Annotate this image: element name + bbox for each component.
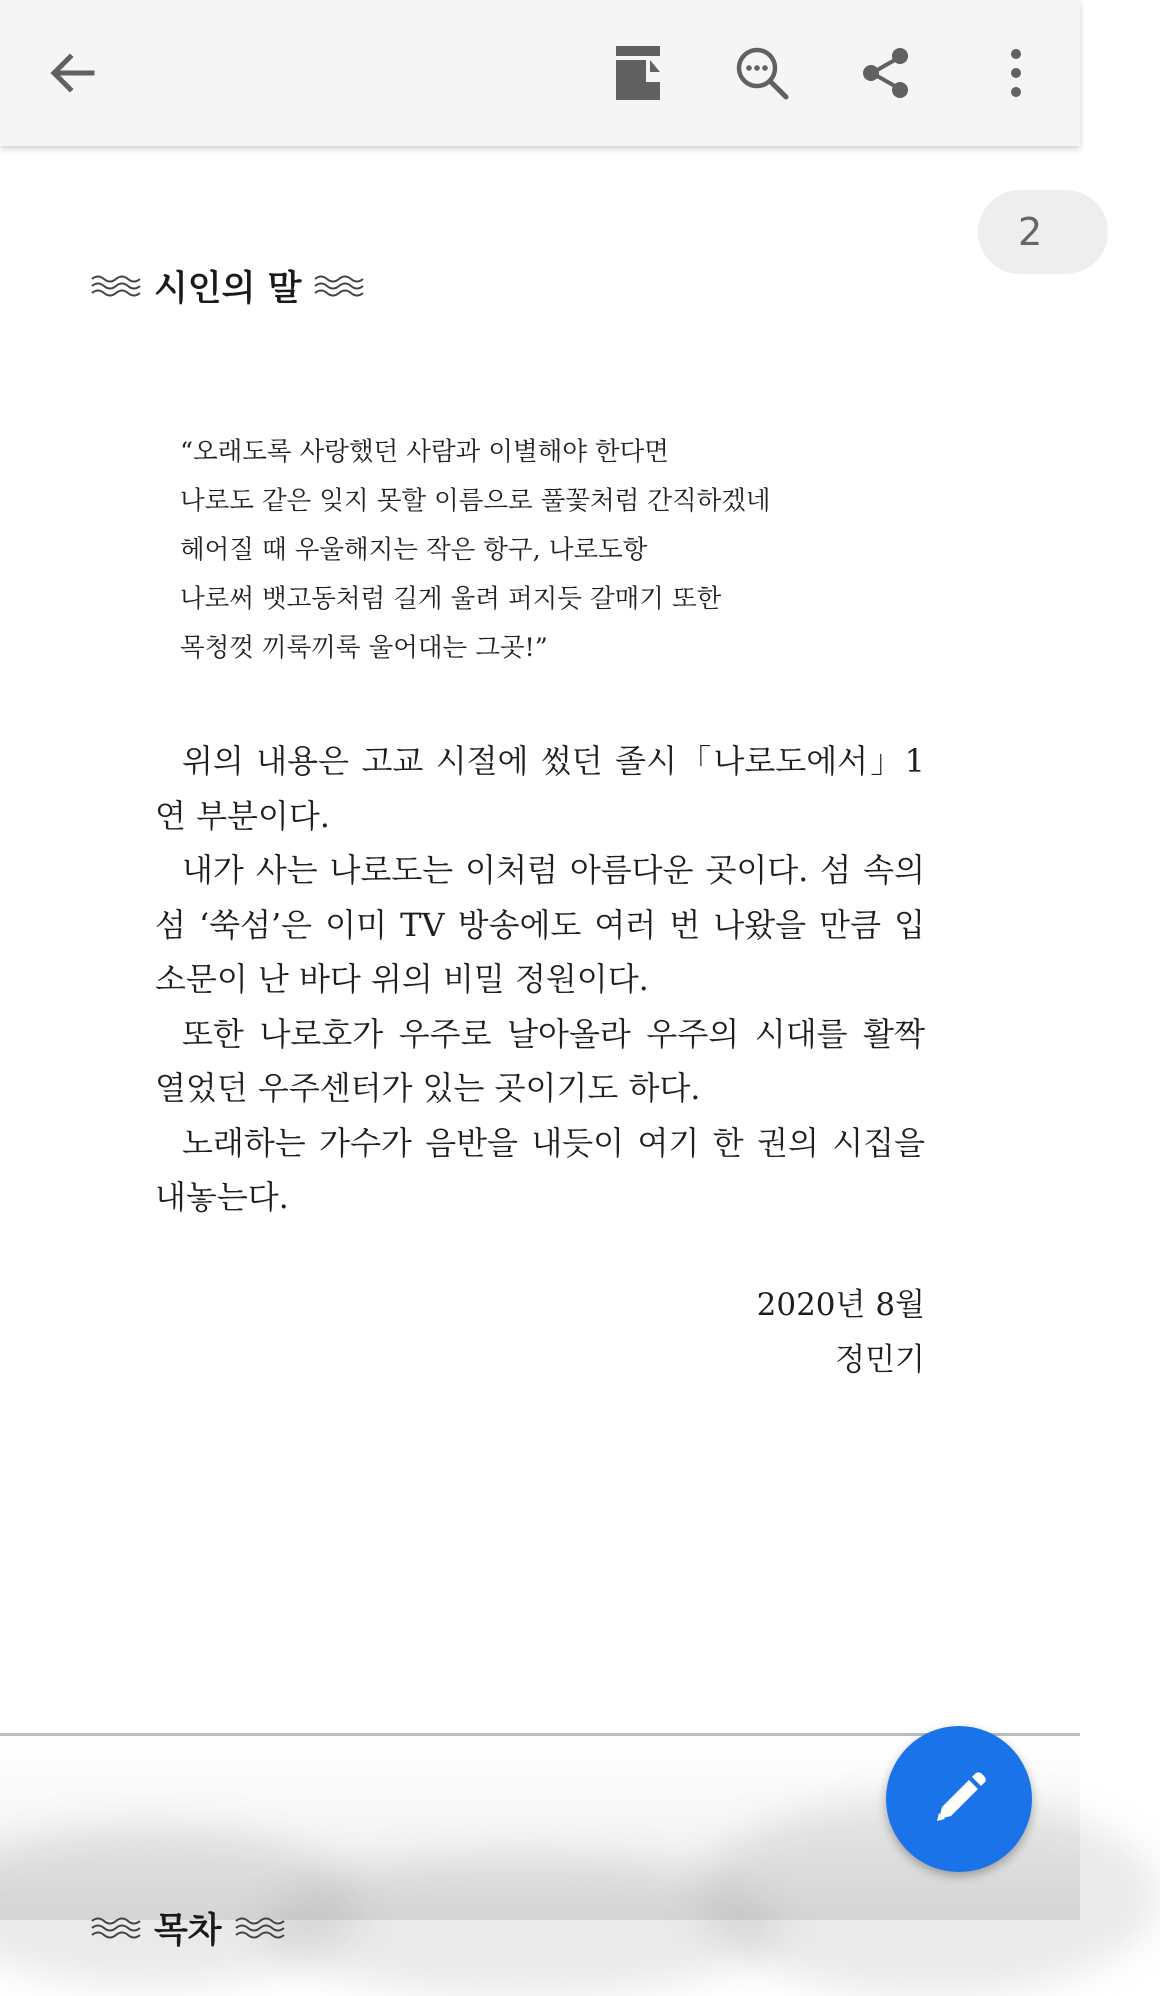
poem-quote (180, 428, 900, 673)
quote-line: 목청껏 끼룩끼룩 울어대는 그곳!” (180, 633, 548, 663)
wave-ornament-icon (313, 271, 365, 301)
edit-pencil-icon (929, 1769, 989, 1829)
paragraph: 위의 내용은 고교 시절에 썼던 졸시「나로도에서」1연 부분이다. (155, 742, 925, 835)
background-texture (260, 1856, 780, 1996)
paragraph: 노래하는 가수가 음반을 내듯이 여기 한 권의 시집을 내놓는다. (155, 1123, 925, 1216)
quote-line: 나로도 같은 잊지 못할 이름으로 풀꽃처럼 간직하겠네 (180, 486, 771, 516)
page-layout-icon (614, 44, 662, 102)
section-title: 시인의 말 (154, 269, 302, 309)
share-icon (860, 47, 912, 99)
top-app-bar (0, 0, 1080, 146)
body-text (155, 734, 925, 1225)
search-icon (734, 45, 790, 101)
quote-line: 나로써 뱃고동처럼 길게 울려 퍼지듯 갈매기 또한 (180, 584, 722, 614)
edit-fab-button[interactable] (886, 1726, 1032, 1872)
more-vert-icon (1006, 47, 1026, 99)
wave-ornament-icon (90, 271, 142, 301)
paragraph: 또한 나로호가 우주로 날아올라 우주의 시대를 활짝 열었던 우주센터가 있는 곳이기도 하다. (155, 1014, 925, 1107)
paragraph: 내가 사는 나로도는 이처럼 아름다운 곳이다. 섬 속의 섬 ‘쑥섬’은 이미 TV 방송에도 여러 번 나왔을 만큼 입소문이 난 바다 위의 비밀 정원이다. (155, 851, 925, 998)
signature-date: 2020년 8월 (756, 1287, 925, 1323)
wave-ornament-icon (90, 1913, 142, 1943)
quote-line: “오래도록 사랑했던 사람과 이별해야 한다면 (180, 437, 669, 467)
more-options-button[interactable] (966, 23, 1066, 123)
share-button[interactable] (836, 23, 936, 123)
page-layout-button[interactable] (588, 23, 688, 123)
next-section-title: 목차 (154, 1911, 222, 1951)
signature-author: 정민기 (835, 1342, 925, 1378)
wave-ornament-icon (234, 1913, 286, 1943)
next-section-heading (90, 1898, 286, 1958)
arrow-back-icon (44, 45, 100, 101)
page-number-indicator (978, 190, 1108, 274)
quote-line: 헤어질 때 우울해지는 작은 항구, 나로도항 (180, 535, 648, 565)
section-heading (90, 256, 365, 316)
search-button[interactable] (712, 23, 812, 123)
back-button[interactable] (22, 23, 122, 123)
page-number: 2 (1018, 210, 1043, 254)
signature (600, 1278, 925, 1388)
